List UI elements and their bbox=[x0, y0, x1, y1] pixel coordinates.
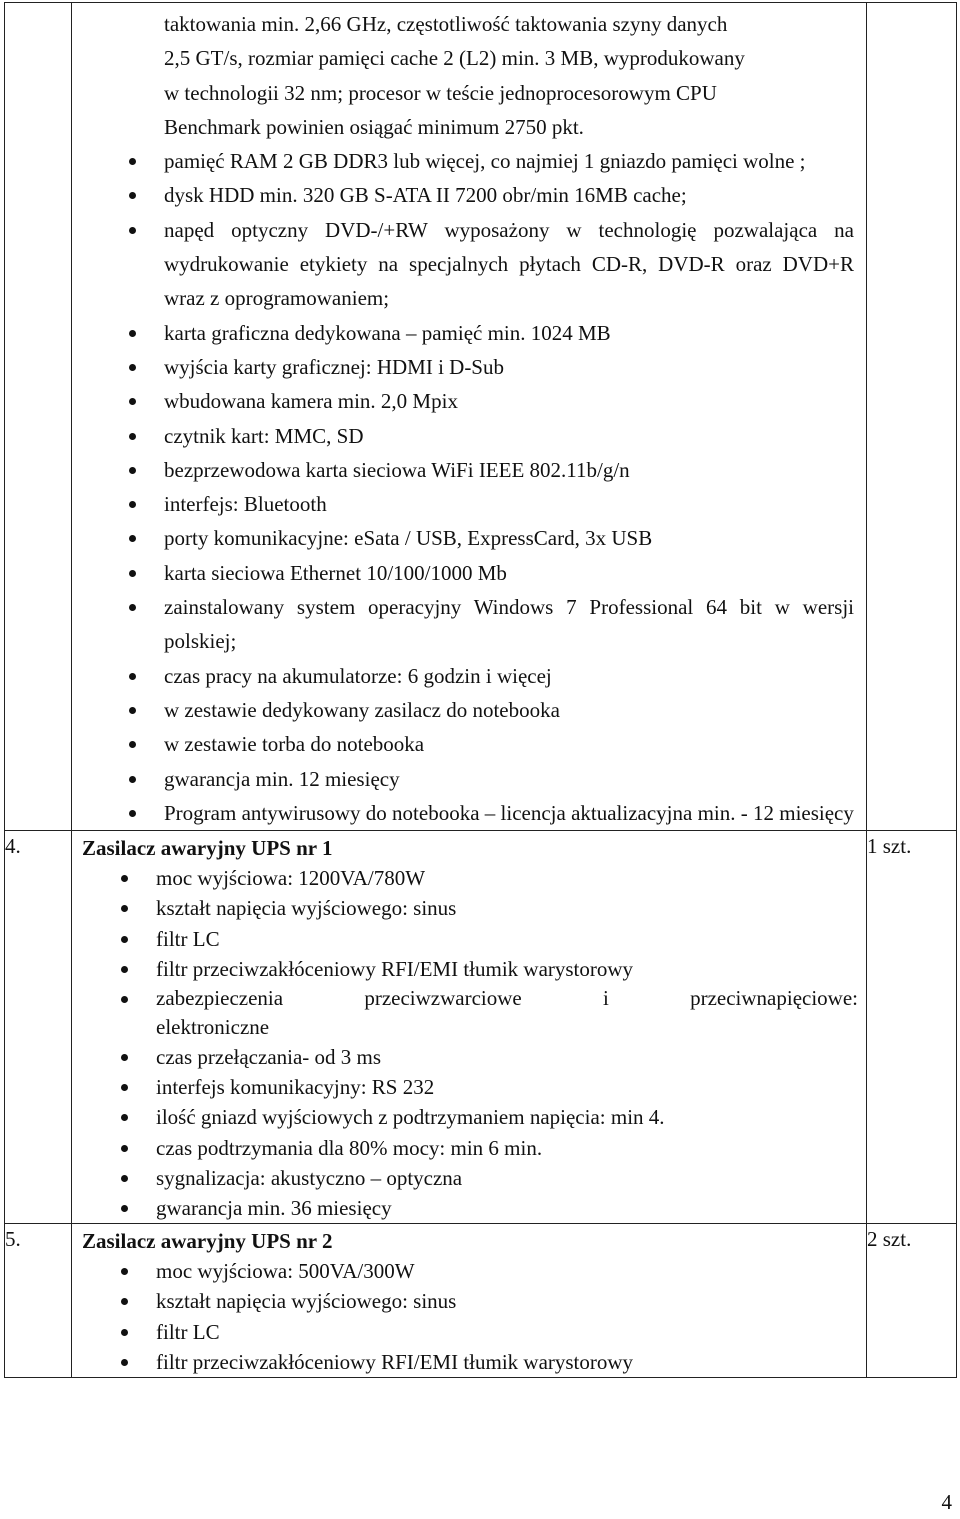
list-item: zainstalowany system operacyjny Windows 7 Professional 64 bit w wersji polskiej; bbox=[164, 590, 854, 659]
quantity: 2 szt. bbox=[867, 1224, 957, 1378]
list-item: wbudowana kamera min. 2,0 Mpix bbox=[164, 384, 854, 418]
continuation-line: Benchmark powinien osiągać minimum 2750 pkt. bbox=[164, 114, 584, 139]
list-item: filtr LC bbox=[156, 1317, 858, 1347]
list-item: kształt napięcia wyjściowego: sinus bbox=[156, 1286, 858, 1316]
list-item: interfejs komunikacyjny: RS 232 bbox=[156, 1072, 858, 1102]
list-item: filtr LC bbox=[156, 924, 858, 954]
description-cell bbox=[72, 3, 867, 831]
list-item: sygnalizacja: akustyczno – optyczna bbox=[156, 1163, 858, 1193]
notebook-spec-list bbox=[164, 144, 854, 830]
description-cell bbox=[72, 831, 867, 1224]
quantity: 1 szt. bbox=[867, 831, 957, 1224]
ups2-spec-list bbox=[82, 1256, 858, 1377]
table-row-4 bbox=[5, 831, 957, 1224]
continuation-line: w technologii 32 nm; procesor w teście jednoprocesorowym CPU bbox=[164, 80, 717, 105]
table-row-5 bbox=[5, 1224, 957, 1378]
list-item: filtr przeciwzakłóceniowy RFI/EMI tłumik warystorowy bbox=[156, 1347, 858, 1377]
list-item: moc wyjściowa: 500VA/300W bbox=[156, 1256, 858, 1286]
list-item bbox=[156, 984, 858, 1042]
list-item: porty komunikacyjne: eSata / USB, ExpressCard, 3x USB bbox=[164, 521, 854, 555]
list-item-line: zabezpieczenia przeciwzwarciowe i przeciwnapięciowe: bbox=[156, 985, 858, 1010]
list-item: Program antywirusowy do notebooka – licencja aktualizacyjna min. - 12 miesięcy bbox=[164, 796, 854, 830]
list-item: wyjścia karty graficznej: HDMI i D-Sub bbox=[164, 350, 854, 384]
continuation-line: 2,5 GT/s, rozmiar pamięci cache 2 (L2) min. 3 MB, wyprodukowany bbox=[164, 46, 745, 71]
list-item: czas podtrzymania dla 80% mocy: min 6 min. bbox=[156, 1133, 858, 1163]
item-title: Zasilacz awaryjny UPS nr 1 bbox=[82, 836, 333, 861]
list-item: czytnik kart: MMC, SD bbox=[164, 419, 854, 453]
ups1-spec-list bbox=[82, 863, 858, 1223]
list-item: moc wyjściowa: 1200VA/780W bbox=[156, 863, 858, 893]
page-number: 4 bbox=[941, 1490, 952, 1514]
list-item: gwarancja min. 12 miesięcy bbox=[164, 762, 854, 796]
list-item: napęd optyczny DVD-/+RW wyposażony w technologię pozwalająca na wydrukowanie etykiety na specjalnych płytach CD-R, DVD-R oraz DVD+R wraz z oprogramowaniem; bbox=[164, 213, 854, 316]
list-item-line: elektroniczne bbox=[156, 1014, 270, 1039]
list-item: gwarancja min. 36 miesięcy bbox=[156, 1193, 858, 1223]
description-cell bbox=[72, 1224, 867, 1378]
list-item: interfejs: Bluetooth bbox=[164, 487, 854, 521]
item-title: Zasilacz awaryjny UPS nr 2 bbox=[82, 1229, 333, 1254]
list-item: karta sieciowa Ethernet 10/100/1000 Mb bbox=[164, 556, 854, 590]
list-item: czas pracy na akumulatorze: 6 godzin i więcej bbox=[164, 659, 854, 693]
list-item: w zestawie torba do notebooka bbox=[164, 727, 854, 761]
list-item: ilość gniazd wyjściowych z podtrzymaniem napięcia: min 4. bbox=[156, 1102, 858, 1132]
table-row-3-continuation bbox=[5, 3, 957, 831]
list-item: filtr przeciwzakłóceniowy RFI/EMI tłumik warystorowy bbox=[156, 954, 858, 984]
list-item: w zestawie dedykowany zasilacz do notebooka bbox=[164, 693, 854, 727]
list-item: kształt napięcia wyjściowego: sinus bbox=[156, 893, 858, 923]
row-number: 5. bbox=[5, 1224, 72, 1378]
list-item: czas przełączania- od 3 ms bbox=[156, 1042, 858, 1072]
list-item: karta graficzna dedykowana – pamięć min. 1024 MB bbox=[164, 316, 854, 350]
list-item: dysk HDD min. 320 GB S-ATA II 7200 obr/min 16MB cache; bbox=[164, 178, 854, 212]
quantity-cell bbox=[867, 3, 957, 831]
list-item: pamięć RAM 2 GB DDR3 lub więcej, co najmiej 1 gniazdo pamięci wolne ; bbox=[164, 144, 854, 178]
row-number-cell bbox=[5, 3, 72, 831]
continuation-line: taktowania min. 2,66 GHz, częstotliwość taktowania szyny danych bbox=[164, 12, 728, 36]
specification-table bbox=[4, 2, 957, 1378]
list-item: bezprzewodowa karta sieciowa WiFi IEEE 802.11b/g/n bbox=[164, 453, 854, 487]
row-number: 4. bbox=[5, 831, 72, 1224]
